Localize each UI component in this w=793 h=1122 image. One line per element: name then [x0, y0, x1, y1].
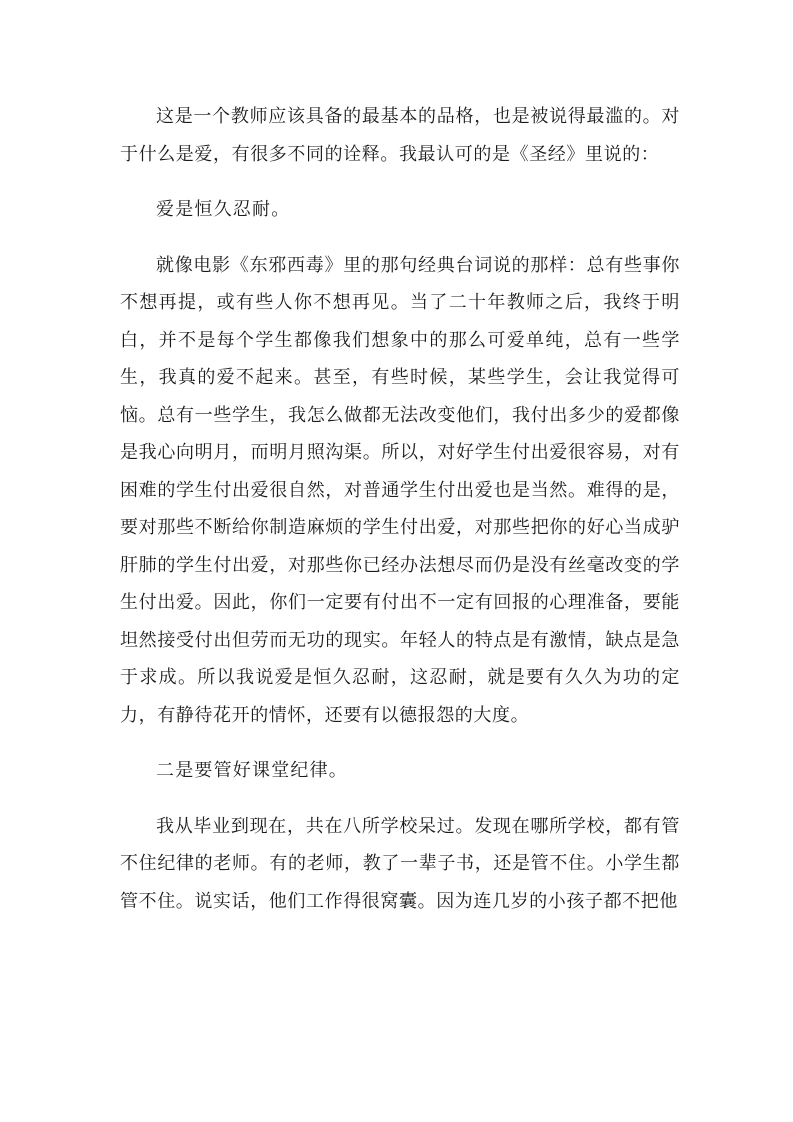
paragraph-love-is-patience: 爱是恒久忍耐。	[156, 199, 291, 220]
document-body	[120, 98, 680, 920]
paragraph-love-definition-intro: 这是一个教师应该具备的最基本的品格，也是被说得最滥的。对于什么是爱，有很多不同的诠释。我最认可的是《圣经》里说的：	[120, 106, 680, 165]
paragraph-love-explanation: 就像电影《东邪西毒》里的那句经典台词说的那样：总有些事你不想再提，或有些人你不想再见。当了二十年教师之后，我终于明白，并不是每个学生都像我们想象中的那么可爱单纯，总有一些学生，我真的爱不起来。甚至，有些时候，某些学生，会让我觉得可恼。总有一些学生，我怎么做都无法改变他们，我付出多少的爱都像是我心向明月，而明月照沟渠。所以，对好学生付出爱很容易，对有困难的学生付出爱很自然，对普通学生付出爱也是当然。难得的是，要对那些不断给你制造麻烦的学生付出爱，对那些把你的好心当成驴肝肺的学生付出爱，对那些你已经办法想尽而仍是没有丝毫改变的学生付出爱。因此，你们一定要有付出不一定有回报的心理准备，要能坦然接受付出但劳而无功的现实。年轻人的特点是有激情，缺点是急于求成。所以我说爱是恒久忍耐，这忍耐，就是要有久久为功的定力，有静待花开的情怀，还要有以德报怨的大度。	[120, 254, 680, 726]
paragraph-classroom-discipline-heading: 二是要管好课堂纪律。	[156, 760, 348, 781]
paragraph-classroom-discipline-body: 我从毕业到现在，共在八所学校呆过。发现在哪所学校，都有管不住纪律的老师。有的老师，教了一辈子书，还是管不住。小学生都管不住。说实话，他们工作得很窝囊。因为连几岁的小孩子都不把他	[120, 815, 680, 912]
